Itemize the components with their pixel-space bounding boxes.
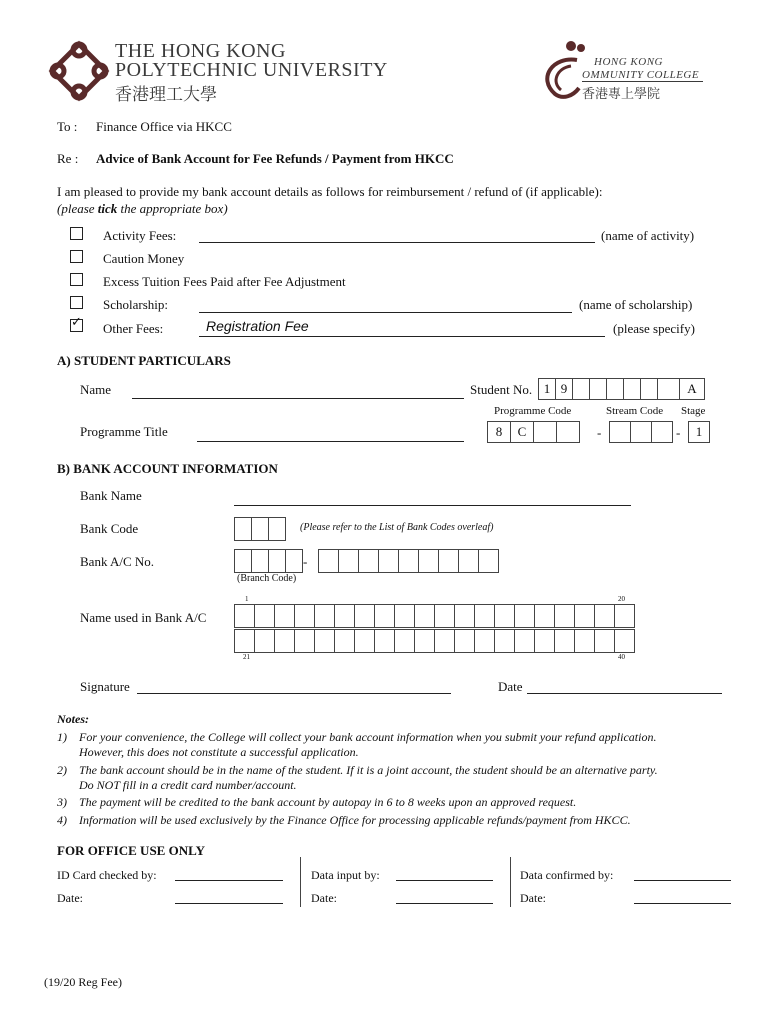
- other-fees-value: Registration Fee: [206, 318, 309, 334]
- student-no-digit[interactable]: A: [679, 378, 705, 400]
- section-b-title: B) BANK ACCOUNT INFORMATION: [57, 461, 278, 476]
- hkcc-chinese-name: 香港專上學院: [582, 87, 661, 102]
- stream-code-digit[interactable]: [651, 421, 673, 443]
- bank-code-label: Bank Code: [80, 521, 139, 536]
- section-a-title: A) STUDENT PARTICULARS: [57, 353, 231, 368]
- name-character-box[interactable]: [394, 604, 415, 628]
- other-fees-hint: (please specify): [613, 321, 695, 336]
- other-fees-field[interactable]: [199, 336, 605, 337]
- programme-code-digit[interactable]: 8: [487, 421, 511, 443]
- grid-start-21: 21: [243, 653, 250, 661]
- name-character-box[interactable]: [294, 629, 315, 653]
- scholarship-name-field[interactable]: [199, 312, 572, 313]
- account-number-boxes[interactable]: [318, 549, 499, 573]
- account-digit[interactable]: [438, 549, 459, 573]
- stream-dash: -: [676, 425, 681, 440]
- scholarship-checkbox[interactable]: [70, 296, 83, 309]
- name-grid-row-2[interactable]: [234, 629, 635, 653]
- name-character-box[interactable]: [274, 604, 295, 628]
- bank-name-label: Bank Name: [80, 488, 142, 503]
- polyu-logo: [48, 40, 110, 102]
- activity-fees-label: Activity Fees:: [103, 228, 177, 243]
- note-1-text2: However, this does not constitute a successful application.: [79, 745, 359, 759]
- name-character-box[interactable]: [554, 629, 575, 653]
- name-character-box[interactable]: [434, 604, 455, 628]
- account-dash: -: [303, 554, 308, 569]
- account-digit[interactable]: [478, 549, 499, 573]
- office-date-1-field[interactable]: [175, 903, 283, 904]
- polyu-name-line1: THE HONG KONG: [115, 40, 286, 62]
- branch-code-boxes[interactable]: [234, 549, 303, 573]
- note-1-text: For your convenience, the College will collect your bank account information when you submit your refund application.: [79, 730, 657, 744]
- to-label: To :: [57, 119, 78, 134]
- student-no-digit[interactable]: 1: [538, 378, 556, 400]
- office-date-2-field[interactable]: [396, 903, 493, 904]
- name-character-box[interactable]: [434, 629, 455, 653]
- other-fees-label: Other Fees:: [103, 321, 164, 336]
- account-digit[interactable]: [458, 549, 479, 573]
- data-input-label: Data input by:: [311, 868, 380, 882]
- programme-dash: -: [597, 425, 602, 440]
- bank-code-note: (Please refer to the List of Bank Codes overleaf): [300, 522, 494, 533]
- student-no-digit[interactable]: [623, 378, 641, 400]
- note-2-text2: Do NOT fill in a credit card number/account.: [79, 778, 297, 792]
- intro-line1: I am pleased to provide my bank account details as follows for reimbursement / refund of (if applicable):: [57, 184, 603, 199]
- name-character-box[interactable]: [234, 604, 255, 628]
- student-no-digit[interactable]: [640, 378, 658, 400]
- id-checked-label: ID Card checked by:: [57, 868, 157, 882]
- hkcc-name-line1: HONG KONG: [594, 56, 663, 68]
- account-digit[interactable]: [378, 549, 399, 573]
- name-character-box[interactable]: [334, 629, 355, 653]
- signature-field[interactable]: [137, 693, 451, 694]
- name-character-box[interactable]: [334, 604, 355, 628]
- other-fees-checkbox[interactable]: [70, 315, 83, 332]
- branch-code-digit[interactable]: [268, 549, 286, 573]
- programme-code-label: Programme Code: [494, 405, 572, 417]
- name-character-box[interactable]: [554, 604, 575, 628]
- signature-label: Signature: [80, 679, 130, 694]
- activity-hint: (name of activity): [601, 228, 695, 243]
- to-value: Finance Office via HKCC: [96, 119, 232, 134]
- name-character-box[interactable]: [474, 629, 495, 653]
- student-no-digit[interactable]: [657, 378, 680, 400]
- name-character-box[interactable]: [454, 629, 475, 653]
- excess-tuition-checkbox[interactable]: [70, 273, 83, 286]
- name-character-box[interactable]: [454, 604, 475, 628]
- account-digit[interactable]: [418, 549, 439, 573]
- branch-code-note: (Branch Code): [237, 573, 297, 584]
- name-character-box[interactable]: [574, 629, 595, 653]
- bank-code-digit[interactable]: [234, 517, 252, 541]
- office-use-title: FOR OFFICE USE ONLY: [57, 843, 205, 858]
- stream-code-digit[interactable]: [609, 421, 631, 443]
- name-character-box[interactable]: [474, 604, 495, 628]
- programme-code-digit[interactable]: [533, 421, 557, 443]
- stream-code-digit[interactable]: [630, 421, 652, 443]
- name-character-box[interactable]: [374, 604, 395, 628]
- programme-title-label: Programme Title: [80, 424, 168, 439]
- scholarship-hint: (name of scholarship): [579, 297, 693, 312]
- name-character-box[interactable]: [494, 604, 515, 628]
- grid-end-20: 20: [618, 595, 625, 603]
- name-character-box[interactable]: [414, 629, 435, 653]
- name-character-box[interactable]: [514, 629, 535, 653]
- re-label: Re :: [57, 151, 79, 166]
- name-label: Name: [80, 382, 112, 397]
- excess-tuition-label: Excess Tuition Fees Paid after Fee Adjustment: [103, 274, 346, 289]
- form-code: (19/20 Reg Fee): [44, 975, 122, 989]
- name-character-box[interactable]: [594, 604, 615, 628]
- office-date-3-field[interactable]: [634, 903, 731, 904]
- grid-start-1: 1: [245, 595, 249, 603]
- date-field[interactable]: [527, 693, 722, 694]
- date-label: Date: [498, 679, 523, 694]
- name-character-box[interactable]: [534, 604, 555, 628]
- note-1-num: 1): [57, 730, 67, 744]
- name-character-box[interactable]: [394, 629, 415, 653]
- office-date-3-label: Date:: [520, 891, 546, 905]
- name-character-box[interactable]: [514, 604, 535, 628]
- check-mark-icon: ✓: [71, 315, 82, 330]
- caution-money-checkbox[interactable]: [70, 250, 83, 263]
- note-2-text: The bank account should be in the name of the student. If it is a joint account, the student should be an alternative party.: [79, 763, 658, 777]
- branch-code-digit[interactable]: [285, 549, 303, 573]
- branch-code-digit[interactable]: [234, 549, 252, 573]
- name-character-box[interactable]: [534, 629, 555, 653]
- name-character-box[interactable]: [354, 629, 375, 653]
- office-divider-1: [300, 857, 301, 907]
- name-character-box[interactable]: [234, 629, 255, 653]
- name-used-label: Name used in Bank A/C: [80, 610, 207, 625]
- account-digit[interactable]: [318, 549, 339, 573]
- programme-code-boxes[interactable]: [487, 421, 580, 443]
- stage-digit[interactable]: 1: [688, 421, 710, 443]
- polyu-chinese-name: 香港理工大學: [115, 85, 217, 105]
- re-value: Advice of Bank Account for Fee Refunds / Payment from HKCC: [96, 151, 454, 166]
- data-confirmed-label: Data confirmed by:: [520, 868, 614, 882]
- name-grid-row-1[interactable]: [234, 604, 635, 628]
- bank-name-field[interactable]: [234, 505, 631, 506]
- name-character-box[interactable]: [294, 604, 315, 628]
- grid-end-40: 40: [618, 653, 625, 661]
- name-character-box[interactable]: [494, 629, 515, 653]
- student-no-digit[interactable]: [589, 378, 607, 400]
- office-date-2-label: Date:: [311, 891, 337, 905]
- activity-name-field[interactable]: [199, 242, 595, 243]
- office-date-1-label: Date:: [57, 891, 83, 905]
- note-3-num: 3): [57, 795, 67, 809]
- stream-code-label: Stream Code: [606, 405, 664, 417]
- stage-boxes[interactable]: [688, 421, 710, 443]
- programme-code-digit[interactable]: C: [510, 421, 534, 443]
- account-digit[interactable]: [398, 549, 419, 573]
- bank-ac-label: Bank A/C No.: [80, 554, 155, 569]
- bank-code-digit[interactable]: [251, 517, 269, 541]
- polyu-emblem-icon: [48, 40, 110, 102]
- programme-title-field[interactable]: [197, 441, 464, 442]
- account-digit[interactable]: [338, 549, 359, 573]
- name-character-box[interactable]: [614, 604, 635, 628]
- name-character-box[interactable]: [274, 629, 295, 653]
- notes-title: Notes:: [57, 712, 89, 726]
- name-character-box[interactable]: [614, 629, 635, 653]
- name-character-box[interactable]: [374, 629, 395, 653]
- name-character-box[interactable]: [354, 604, 375, 628]
- bank-code-digit[interactable]: [268, 517, 286, 541]
- name-character-box[interactable]: [314, 604, 335, 628]
- student-no-digit[interactable]: [606, 378, 624, 400]
- stage-label: Stage: [681, 405, 706, 417]
- name-field[interactable]: [132, 398, 464, 399]
- bank-code-boxes[interactable]: [234, 517, 286, 541]
- student-no-label: Student No.: [470, 382, 533, 397]
- account-digit[interactable]: [358, 549, 379, 573]
- intro-line2: (please tick the appropriate box): [57, 201, 228, 216]
- note-4-text: Information will be used exclusively by the Finance Office for processing applicable refunds/payment from HKCC.: [79, 813, 631, 827]
- branch-code-digit[interactable]: [251, 549, 269, 573]
- student-no-boxes[interactable]: [538, 378, 705, 400]
- name-character-box[interactable]: [414, 604, 435, 628]
- note-4-num: 4): [57, 813, 67, 827]
- name-character-box[interactable]: [574, 604, 595, 628]
- office-divider-2: [510, 857, 511, 907]
- programme-code-digit[interactable]: [556, 421, 580, 443]
- data-confirmed-field[interactable]: [634, 880, 731, 881]
- hkcc-name-line2: OMMUNITY COLLEGE: [582, 69, 703, 82]
- caution-money-label: Caution Money: [103, 251, 185, 266]
- student-no-digit[interactable]: 9: [555, 378, 573, 400]
- data-input-field[interactable]: [396, 880, 493, 881]
- student-no-digit[interactable]: [572, 378, 590, 400]
- name-character-box[interactable]: [594, 629, 615, 653]
- stream-code-boxes[interactable]: [609, 421, 673, 443]
- note-2-num: 2): [57, 763, 67, 777]
- note-3-text: The payment will be credited to the bank account by autopay in 6 to 8 weeks upon an approved request.: [79, 795, 577, 809]
- name-character-box[interactable]: [254, 604, 275, 628]
- name-character-box[interactable]: [314, 629, 335, 653]
- polyu-name-line2: POLYTECHNIC UNIVERSITY: [115, 59, 388, 81]
- id-checked-field[interactable]: [175, 880, 283, 881]
- activity-fees-checkbox[interactable]: [70, 227, 83, 240]
- scholarship-label: Scholarship:: [103, 297, 168, 312]
- name-character-box[interactable]: [254, 629, 275, 653]
